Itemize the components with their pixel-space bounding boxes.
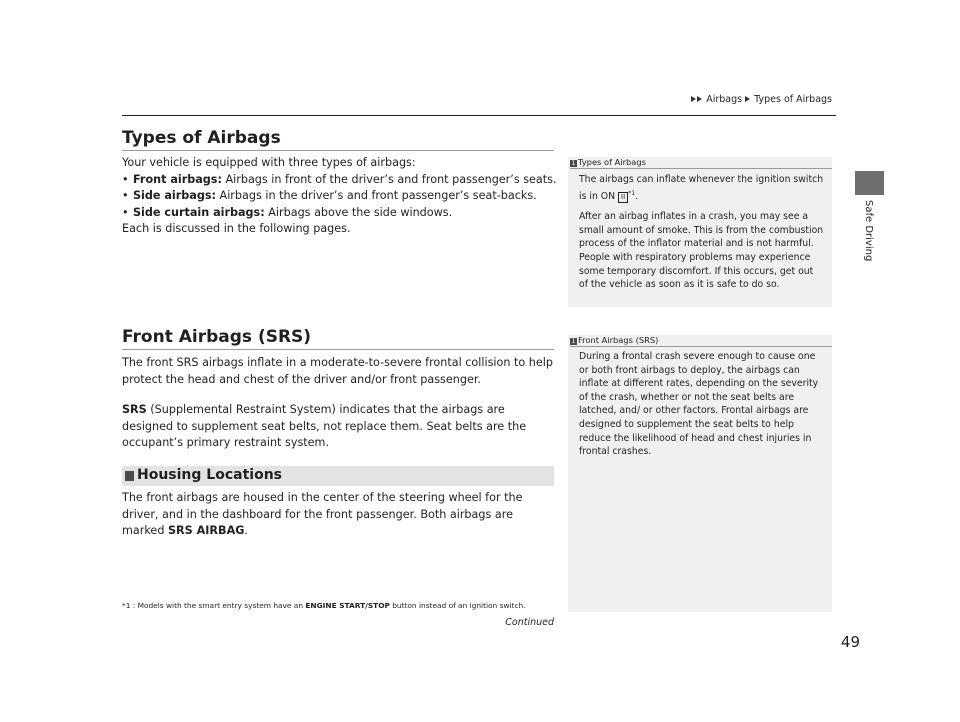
section-title-types: Types of Airbags: [122, 128, 281, 148]
note-paragraph-2: After an airbag inflates in a crash, you may see a small amount of smoke. This is from the combustion process of the inflator material and is not harmful. People with respiratory problems may experience some temporary discomfort. If this occurs, get out of the vehicle as soon as it is safe to do so.: [579, 211, 824, 291]
note-text-types: [579, 173, 825, 292]
arrow-icon: [691, 96, 696, 102]
note-rule: [570, 168, 832, 169]
intro-text: Your vehicle is equipped with three types of airbags:: [122, 156, 416, 169]
section-body-types: [122, 155, 562, 238]
note-paragraph-1: The airbags can inflate whenever the ignition switch is in ON II $^{*1}$.: [579, 174, 824, 202]
outro-text: Each is discussed in the following pages.: [122, 222, 351, 235]
subsection-header: [122, 466, 554, 486]
breadcrumb-level1: Airbags: [706, 94, 743, 105]
note-marker-icon: 1: [571, 160, 576, 167]
square-bullet-icon: [125, 471, 134, 481]
section-rule: [122, 150, 554, 151]
housing-locations-text: The front airbags are housed in the center of the steering wheel for the driver, and in the dashboard for the front passenger. Both airbags are marked SRS AIRBAG.: [122, 491, 523, 537]
header-rule: [122, 115, 836, 116]
bullet-side-curtain-airbags: • Side curtain airbags: Airbags above the side windows.: [122, 205, 562, 222]
ignition-on-key: II: [618, 192, 628, 203]
arrow-icon: [697, 96, 702, 102]
breadcrumb-level2: Types of Airbags: [754, 94, 832, 105]
section-title-front-airbags: Front Airbags (SRS): [122, 327, 312, 347]
bullet-side-airbags: • Side airbags: Airbags in the driver’s and front passenger’s seat-backs.: [122, 188, 562, 205]
subsection-title: Housing Locations: [137, 467, 282, 483]
note-rule: [570, 346, 832, 347]
note-title-front-airbags: 1 Front Airbags (SRS): [571, 335, 659, 345]
front-airbags-paragraph-1: The front SRS airbags inflate in a moderate-to-severe frontal collision to help protect the head and chest of the driver and/or front passenger.: [122, 356, 553, 386]
continued-label: Continued: [505, 617, 554, 628]
page-number: 49: [840, 633, 860, 651]
footnote: *1 : Models with the smart entry system have an ENGINE START/STOP button instead of an ignition switch.: [122, 601, 526, 610]
chapter-label: [855, 200, 884, 290]
chapter-tab: [855, 171, 884, 195]
bullet-front-airbags: • Front airbags: Airbags in front of the driver’s and front passenger’s seats.: [122, 172, 562, 189]
section-body-front-airbags: [122, 355, 558, 452]
note-title-types: 1 Types of Airbags: [571, 157, 646, 167]
front-airbags-paragraph-2: SRS (Supplemental Restraint System) indicates that the airbags are designed to supplement seat belts, not replace them. Seat belts are the occupant’s primary restraint system.: [122, 403, 527, 449]
section-rule: [122, 349, 554, 350]
breadcrumb: [0, 94, 832, 105]
arrow-icon: [745, 96, 750, 102]
note-marker-icon: 1: [571, 338, 576, 345]
note-text-front-airbags: During a frontal crash severe enough to cause one or both front airbags to deploy, the airbags can inflate at different rates, depending on the severity of the crash, whether or not the seat belts are latched, and/ or other factors. Frontal airbags are designed to supplement the seat belts to help reduce the likelihood of head and chest injuries in frontal crashes.: [579, 351, 819, 458]
chapter-label-text: Safe Driving: [863, 200, 874, 262]
